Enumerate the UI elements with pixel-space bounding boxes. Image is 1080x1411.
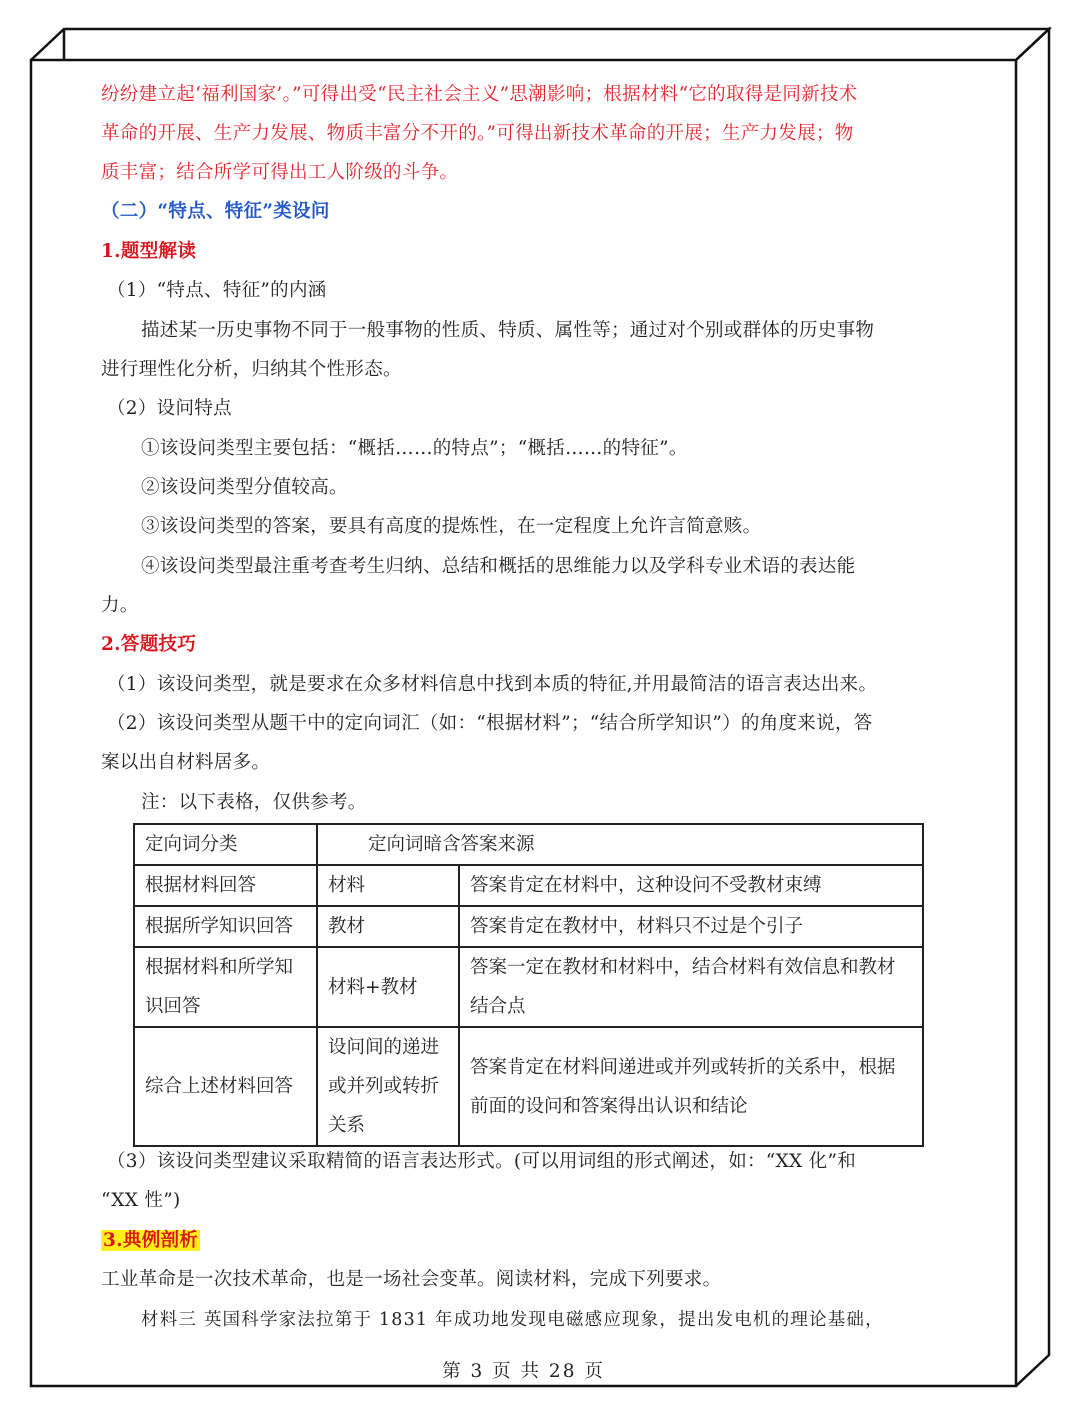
orientation-word-table [133,823,924,1147]
text-line: “XX 性”) [101,1190,181,1211]
table-header-cell: 定向词分类 [134,824,317,865]
list-item: ③该设问类型的答案，要具有高度的提炼性，在一定程度上允许言简意赅。 [141,516,762,537]
highlighted-heading: 3.典例剖析 [103,1230,199,1251]
table-cell: 答案一定在教材和材料中，结合材料有效信息和教材结合点 [459,947,923,1027]
list-item: ①该设问类型主要包括：“概括……的特点”；“概括……的特征”。 [141,438,688,459]
right-face [1016,29,1049,1386]
answer-paragraph-line: 革命的开展、生产力发展、物质丰富分不开的。”可得出新技术革命的开展；生产力发展；物 [101,123,854,144]
text-line: （2）该设问类型从题干中的定向词汇（如：“根据材料”；“结合所学知识”）的角度来说，答 [107,713,873,734]
text-line: 描述某一历史事物不同于一般事物的性质、特质、属性等；通过对个别或群体的历史事物 [141,320,875,341]
subheading: （1）“特点、特征”的内涵 [107,280,327,301]
table-cell: 综合上述材料回答 [134,1027,317,1146]
table-cell: 设问间的递进或并列或转折关系 [317,1027,459,1146]
table-cell: 根据所学知识回答 [134,906,317,947]
text-line: 进行理性化分析，归纳其个性形态。 [101,359,402,380]
heading-example [101,1228,200,1254]
table-cell: 教材 [317,906,459,947]
section-title: （二）“特点、特征”类设问 [101,201,330,222]
table-cell: 材料+教材 [317,947,459,1027]
subheading: （2）设问特点 [107,398,232,419]
table-cell: 根据材料回答 [134,865,317,906]
table-cell: 根据材料和所学知识回答 [134,947,317,1027]
text-line: （3）该设问类型建议采取精简的语言表达形式。(可以用词组的形式阐述，如：“XX 化”和 [107,1151,857,1172]
text-line: 工业革命是一次技术革命，也是一场社会变革。阅读材料，完成下列要求。 [101,1269,722,1290]
answer-paragraph-line: 质丰富；结合所学可得出工人阶级的斗争。 [101,162,459,183]
table-header-cell: 定向词暗含答案来源 [317,824,923,865]
table-cell: 答案肯定在材料间递进或并列或转折的关系中，根据前面的设问和答案得出认识和结论 [459,1027,923,1146]
text-line: （1）该设问类型，就是要求在众多材料信息中找到本质的特征,并用最简洁的语言表达出来。 [107,674,878,695]
page-footer: 第 3 页 共 28 页 [442,1361,605,1382]
table-row [134,906,923,947]
material-text: 材料三 英国科学家法拉第于 1831 年成功地发现电磁感应现象，提出发电机的理论基础， [141,1310,884,1330]
table-row [134,947,923,1027]
answer-paragraph-line: 纷纷建立起‘福利国家’。”可得出受“民主社会主义”思潮影响；根据材料“它的取得是同新技术 [101,84,858,105]
table-row [134,865,923,906]
table-note: 注：以下表格，仅供参考。 [141,792,367,813]
list-item-continued: 力。 [101,595,139,616]
list-item: ④该设问类型最注重考查考生归纳、总结和概括的思维能力以及学科专业术语的表达能 [141,556,856,577]
list-item: ②该设问类型分值较高。 [141,477,348,498]
document-page [31,60,1016,1386]
table-cell: 材料 [317,865,459,906]
table-cell: 答案肯定在教材中，材料只不过是个引子 [459,906,923,947]
top-face [31,29,1049,60]
text-line: 案以出自材料居多。 [101,752,271,773]
heading-question-analysis: 1.题型解读 [101,241,197,262]
heading-answer-tips: 2.答题技巧 [101,634,197,655]
table-cell: 答案肯定在材料中，这种设问不受教材束缚 [459,865,923,906]
table-row [134,1027,923,1146]
table-header-row [134,824,923,865]
